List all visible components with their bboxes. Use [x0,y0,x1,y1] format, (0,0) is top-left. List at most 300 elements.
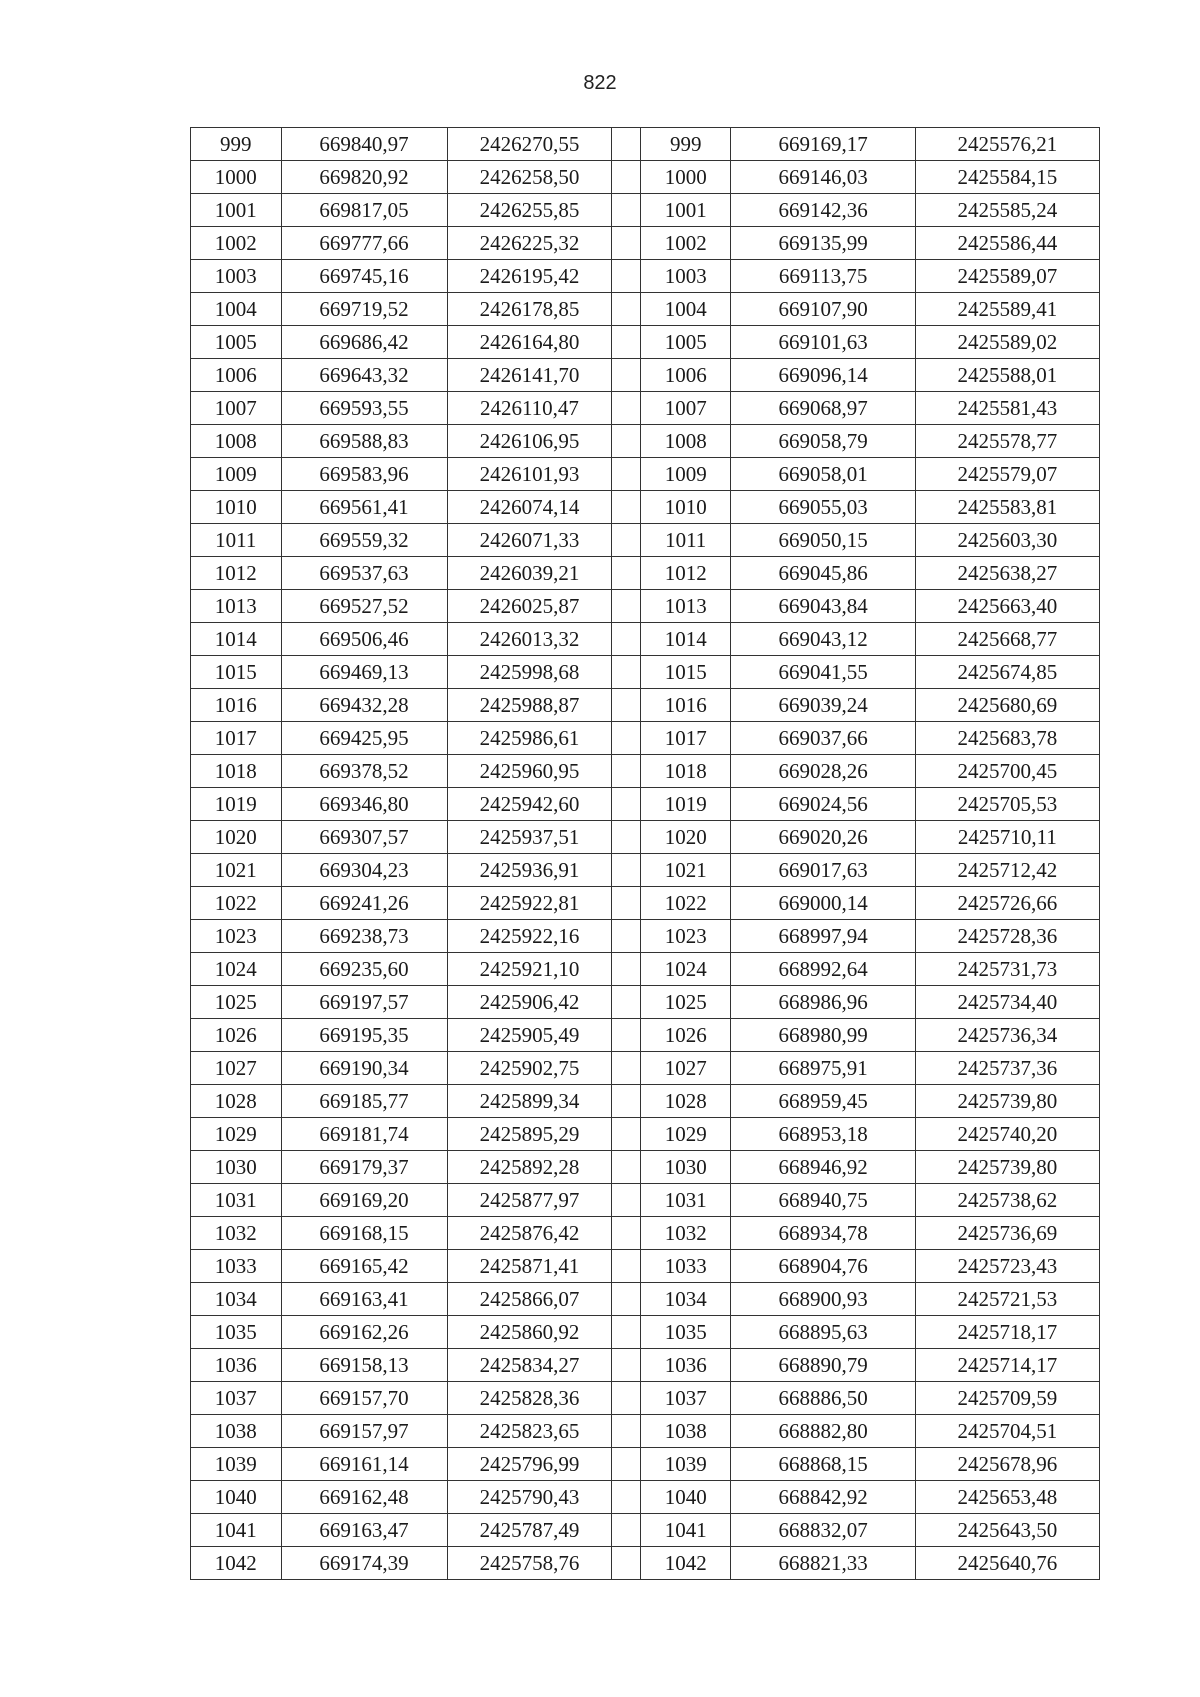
left-point-number-cell: 1008 [191,425,282,458]
right-point-number-cell: 1000 [640,161,731,194]
left-y-coordinate-cell: 2425902,75 [447,1052,612,1085]
right-x-coordinate-cell: 669043,84 [731,590,915,623]
separator-cell [612,194,641,227]
left-y-coordinate-cell: 2426025,87 [447,590,612,623]
right-x-coordinate-cell: 668895,63 [731,1316,915,1349]
table-row [191,1415,1100,1448]
table-row [191,689,1100,722]
right-x-coordinate-cell: 669043,12 [731,623,915,656]
left-y-coordinate-cell: 2426270,55 [447,128,612,161]
left-x-coordinate-cell: 669840,97 [281,128,447,161]
coordinates-table-body [191,128,1100,1580]
right-x-coordinate-cell: 669146,03 [731,161,915,194]
table-row [191,623,1100,656]
right-y-coordinate-cell: 2425638,27 [915,557,1099,590]
separator-cell [612,293,641,326]
left-point-number-cell: 1013 [191,590,282,623]
right-y-coordinate-cell: 2425643,50 [915,1514,1099,1547]
left-point-number-cell: 1016 [191,689,282,722]
left-y-coordinate-cell: 2426225,32 [447,227,612,260]
separator-cell [612,1052,641,1085]
left-point-number-cell: 1037 [191,1382,282,1415]
right-point-number-cell: 1030 [640,1151,731,1184]
right-x-coordinate-cell: 668997,94 [731,920,915,953]
right-y-coordinate-cell: 2425583,81 [915,491,1099,524]
left-y-coordinate-cell: 2425871,41 [447,1250,612,1283]
table-row [191,293,1100,326]
left-y-coordinate-cell: 2425922,81 [447,887,612,920]
left-y-coordinate-cell: 2425866,07 [447,1283,612,1316]
left-y-coordinate-cell: 2425787,49 [447,1514,612,1547]
left-x-coordinate-cell: 669593,55 [281,392,447,425]
left-point-number-cell: 1010 [191,491,282,524]
left-x-coordinate-cell: 669777,66 [281,227,447,260]
table-row [191,1316,1100,1349]
separator-cell [612,425,641,458]
separator-cell [612,623,641,656]
right-point-number-cell: 1033 [640,1250,731,1283]
left-x-coordinate-cell: 669195,35 [281,1019,447,1052]
right-y-coordinate-cell: 2425723,43 [915,1250,1099,1283]
left-x-coordinate-cell: 669163,41 [281,1283,447,1316]
separator-cell [612,755,641,788]
right-y-coordinate-cell: 2425739,80 [915,1151,1099,1184]
separator-cell [612,1481,641,1514]
table-row [191,392,1100,425]
left-x-coordinate-cell: 669817,05 [281,194,447,227]
right-y-coordinate-cell: 2425683,78 [915,722,1099,755]
right-y-coordinate-cell: 2425718,17 [915,1316,1099,1349]
left-x-coordinate-cell: 669561,41 [281,491,447,524]
right-point-number-cell: 1024 [640,953,731,986]
left-x-coordinate-cell: 669158,13 [281,1349,447,1382]
right-y-coordinate-cell: 2425721,53 [915,1283,1099,1316]
right-y-coordinate-cell: 2425603,30 [915,524,1099,557]
right-point-number-cell: 1013 [640,590,731,623]
left-point-number-cell: 1031 [191,1184,282,1217]
coordinates-table [190,127,1100,1580]
left-y-coordinate-cell: 2426178,85 [447,293,612,326]
left-point-number-cell: 1006 [191,359,282,392]
right-x-coordinate-cell: 669135,99 [731,227,915,260]
left-point-number-cell: 1042 [191,1547,282,1580]
table-row [191,1349,1100,1382]
left-y-coordinate-cell: 2426258,50 [447,161,612,194]
table-row [191,128,1100,161]
right-x-coordinate-cell: 668992,64 [731,953,915,986]
separator-cell [612,1316,641,1349]
separator-cell [612,491,641,524]
left-y-coordinate-cell: 2425895,29 [447,1118,612,1151]
right-y-coordinate-cell: 2425585,24 [915,194,1099,227]
separator-cell [612,1184,641,1217]
left-x-coordinate-cell: 669559,32 [281,524,447,557]
separator-cell [612,1283,641,1316]
left-x-coordinate-cell: 669165,42 [281,1250,447,1283]
right-point-number-cell: 1006 [640,359,731,392]
table-row [191,1547,1100,1580]
table-row [191,260,1100,293]
right-point-number-cell: 1034 [640,1283,731,1316]
table-row [191,920,1100,953]
left-point-number-cell: 1012 [191,557,282,590]
right-point-number-cell: 1009 [640,458,731,491]
right-y-coordinate-cell: 2425579,07 [915,458,1099,491]
right-x-coordinate-cell: 669142,36 [731,194,915,227]
table-row [191,1283,1100,1316]
left-y-coordinate-cell: 2426141,70 [447,359,612,392]
separator-cell [612,1448,641,1481]
right-x-coordinate-cell: 668940,75 [731,1184,915,1217]
right-point-number-cell: 1019 [640,788,731,821]
separator-cell [612,227,641,260]
left-point-number-cell: 1021 [191,854,282,887]
left-y-coordinate-cell: 2425796,99 [447,1448,612,1481]
separator-cell [612,887,641,920]
separator-cell [612,1514,641,1547]
left-y-coordinate-cell: 2425922,16 [447,920,612,953]
table-row [191,359,1100,392]
table-row [191,1217,1100,1250]
left-point-number-cell: 1002 [191,227,282,260]
separator-cell [612,1217,641,1250]
left-x-coordinate-cell: 669169,20 [281,1184,447,1217]
separator-cell [612,458,641,491]
left-y-coordinate-cell: 2425986,61 [447,722,612,755]
left-point-number-cell: 1035 [191,1316,282,1349]
table-row [191,788,1100,821]
right-x-coordinate-cell: 668980,99 [731,1019,915,1052]
table-row [191,491,1100,524]
separator-cell [612,1547,641,1580]
left-point-number-cell: 1033 [191,1250,282,1283]
separator-cell [612,392,641,425]
left-point-number-cell: 1039 [191,1448,282,1481]
left-x-coordinate-cell: 669181,74 [281,1118,447,1151]
separator-cell [612,920,641,953]
separator-cell [612,1085,641,1118]
table-row [191,1151,1100,1184]
right-x-coordinate-cell: 669050,15 [731,524,915,557]
right-y-coordinate-cell: 2425709,59 [915,1382,1099,1415]
right-y-coordinate-cell: 2425589,07 [915,260,1099,293]
right-point-number-cell: 1014 [640,623,731,656]
page-number: 822 [583,72,617,94]
right-y-coordinate-cell: 2425678,96 [915,1448,1099,1481]
separator-cell [612,557,641,590]
right-x-coordinate-cell: 668882,80 [731,1415,915,1448]
separator-cell [612,524,641,557]
right-x-coordinate-cell: 669028,26 [731,755,915,788]
left-point-number-cell: 1014 [191,623,282,656]
left-x-coordinate-cell: 669163,47 [281,1514,447,1547]
right-point-number-cell: 1027 [640,1052,731,1085]
right-y-coordinate-cell: 2425653,48 [915,1481,1099,1514]
left-y-coordinate-cell: 2425823,65 [447,1415,612,1448]
table-row [191,1448,1100,1481]
right-point-number-cell: 1005 [640,326,731,359]
left-point-number-cell: 1022 [191,887,282,920]
left-point-number-cell: 1001 [191,194,282,227]
left-y-coordinate-cell: 2426074,14 [447,491,612,524]
left-y-coordinate-cell: 2425877,97 [447,1184,612,1217]
table-row [191,1085,1100,1118]
right-x-coordinate-cell: 668959,45 [731,1085,915,1118]
separator-cell [612,326,641,359]
left-x-coordinate-cell: 669537,63 [281,557,447,590]
right-x-coordinate-cell: 668890,79 [731,1349,915,1382]
separator-cell [612,128,641,161]
left-point-number-cell: 1032 [191,1217,282,1250]
right-point-number-cell: 1032 [640,1217,731,1250]
right-y-coordinate-cell: 2425738,62 [915,1184,1099,1217]
separator-cell [612,986,641,1019]
right-x-coordinate-cell: 669037,66 [731,722,915,755]
left-point-number-cell: 1019 [191,788,282,821]
right-x-coordinate-cell: 668904,76 [731,1250,915,1283]
left-point-number-cell: 1026 [191,1019,282,1052]
separator-cell [612,161,641,194]
left-x-coordinate-cell: 669745,16 [281,260,447,293]
left-point-number-cell: 1020 [191,821,282,854]
right-y-coordinate-cell: 2425728,36 [915,920,1099,953]
left-x-coordinate-cell: 669686,42 [281,326,447,359]
left-x-coordinate-cell: 669719,52 [281,293,447,326]
left-point-number-cell: 1025 [191,986,282,1019]
left-x-coordinate-cell: 669238,73 [281,920,447,953]
left-point-number-cell: 1018 [191,755,282,788]
left-point-number-cell: 1028 [191,1085,282,1118]
right-x-coordinate-cell: 668886,50 [731,1382,915,1415]
right-point-number-cell: 1023 [640,920,731,953]
separator-cell [612,854,641,887]
right-y-coordinate-cell: 2425734,40 [915,986,1099,1019]
table-row [191,1052,1100,1085]
right-x-coordinate-cell: 669039,24 [731,689,915,722]
right-point-number-cell: 1018 [640,755,731,788]
right-point-number-cell: 1007 [640,392,731,425]
right-x-coordinate-cell: 668946,92 [731,1151,915,1184]
left-y-coordinate-cell: 2425998,68 [447,656,612,689]
left-x-coordinate-cell: 669197,57 [281,986,447,1019]
left-point-number-cell: 1029 [191,1118,282,1151]
right-y-coordinate-cell: 2425674,85 [915,656,1099,689]
right-x-coordinate-cell: 668868,15 [731,1448,915,1481]
right-point-number-cell: 1001 [640,194,731,227]
right-point-number-cell: 1022 [640,887,731,920]
left-y-coordinate-cell: 2425936,91 [447,854,612,887]
left-y-coordinate-cell: 2426110,47 [447,392,612,425]
left-x-coordinate-cell: 669185,77 [281,1085,447,1118]
left-y-coordinate-cell: 2426106,95 [447,425,612,458]
table-row [191,1250,1100,1283]
left-point-number-cell: 1007 [191,392,282,425]
left-y-coordinate-cell: 2426101,93 [447,458,612,491]
right-y-coordinate-cell: 2425731,73 [915,953,1099,986]
separator-cell [612,260,641,293]
left-x-coordinate-cell: 669425,95 [281,722,447,755]
table-row [191,821,1100,854]
table-row [191,722,1100,755]
left-x-coordinate-cell: 669583,96 [281,458,447,491]
table-row [191,425,1100,458]
left-point-number-cell: 1005 [191,326,282,359]
separator-cell [612,722,641,755]
left-point-number-cell: 999 [191,128,282,161]
right-point-number-cell: 1020 [640,821,731,854]
separator-cell [612,656,641,689]
left-x-coordinate-cell: 669179,37 [281,1151,447,1184]
right-point-number-cell: 1003 [640,260,731,293]
table-row [191,524,1100,557]
right-point-number-cell: 1039 [640,1448,731,1481]
left-y-coordinate-cell: 2426255,85 [447,194,612,227]
right-point-number-cell: 1041 [640,1514,731,1547]
right-y-coordinate-cell: 2425586,44 [915,227,1099,260]
left-y-coordinate-cell: 2425906,42 [447,986,612,1019]
right-point-number-cell: 1015 [640,656,731,689]
table-row [191,986,1100,1019]
left-y-coordinate-cell: 2425828,36 [447,1382,612,1415]
left-x-coordinate-cell: 669643,32 [281,359,447,392]
table-row [191,656,1100,689]
table-row [191,755,1100,788]
right-y-coordinate-cell: 2425680,69 [915,689,1099,722]
left-point-number-cell: 1009 [191,458,282,491]
left-y-coordinate-cell: 2425942,60 [447,788,612,821]
right-x-coordinate-cell: 669017,63 [731,854,915,887]
right-x-coordinate-cell: 669055,03 [731,491,915,524]
right-x-coordinate-cell: 669096,14 [731,359,915,392]
right-y-coordinate-cell: 2425726,66 [915,887,1099,920]
right-y-coordinate-cell: 2425588,01 [915,359,1099,392]
right-y-coordinate-cell: 2425589,02 [915,326,1099,359]
right-x-coordinate-cell: 669000,14 [731,887,915,920]
left-x-coordinate-cell: 669506,46 [281,623,447,656]
left-x-coordinate-cell: 669527,52 [281,590,447,623]
left-x-coordinate-cell: 669162,26 [281,1316,447,1349]
separator-cell [612,689,641,722]
left-point-number-cell: 1038 [191,1415,282,1448]
left-point-number-cell: 1036 [191,1349,282,1382]
right-x-coordinate-cell: 668832,07 [731,1514,915,1547]
left-y-coordinate-cell: 2425892,28 [447,1151,612,1184]
table-row [191,590,1100,623]
left-y-coordinate-cell: 2425860,92 [447,1316,612,1349]
right-x-coordinate-cell: 669045,86 [731,557,915,590]
left-y-coordinate-cell: 2425834,27 [447,1349,612,1382]
left-y-coordinate-cell: 2425876,42 [447,1217,612,1250]
left-y-coordinate-cell: 2426039,21 [447,557,612,590]
table-row [191,1019,1100,1052]
left-x-coordinate-cell: 669241,26 [281,887,447,920]
left-x-coordinate-cell: 669820,92 [281,161,447,194]
left-x-coordinate-cell: 669588,83 [281,425,447,458]
left-y-coordinate-cell: 2425960,95 [447,755,612,788]
separator-cell [612,1250,641,1283]
table-row [191,194,1100,227]
right-y-coordinate-cell: 2425640,76 [915,1547,1099,1580]
left-y-coordinate-cell: 2426071,33 [447,524,612,557]
separator-cell [612,1349,641,1382]
right-x-coordinate-cell: 668975,91 [731,1052,915,1085]
right-y-coordinate-cell: 2425740,20 [915,1118,1099,1151]
right-x-coordinate-cell: 668986,96 [731,986,915,1019]
right-point-number-cell: 1040 [640,1481,731,1514]
left-x-coordinate-cell: 669162,48 [281,1481,447,1514]
left-point-number-cell: 1023 [191,920,282,953]
right-y-coordinate-cell: 2425714,17 [915,1349,1099,1382]
left-x-coordinate-cell: 669304,23 [281,854,447,887]
table-row [191,1382,1100,1415]
table-row [191,161,1100,194]
right-y-coordinate-cell: 2425668,77 [915,623,1099,656]
left-point-number-cell: 1000 [191,161,282,194]
table-row [191,458,1100,491]
left-y-coordinate-cell: 2426195,42 [447,260,612,293]
left-x-coordinate-cell: 669346,80 [281,788,447,821]
right-point-number-cell: 1029 [640,1118,731,1151]
right-point-number-cell: 1036 [640,1349,731,1382]
right-x-coordinate-cell: 669101,63 [731,326,915,359]
right-point-number-cell: 1037 [640,1382,731,1415]
right-y-coordinate-cell: 2425712,42 [915,854,1099,887]
right-point-number-cell: 1031 [640,1184,731,1217]
right-point-number-cell: 999 [640,128,731,161]
separator-cell [612,1019,641,1052]
right-point-number-cell: 1010 [640,491,731,524]
right-x-coordinate-cell: 668900,93 [731,1283,915,1316]
left-x-coordinate-cell: 669174,39 [281,1547,447,1580]
left-y-coordinate-cell: 2425905,49 [447,1019,612,1052]
right-x-coordinate-cell: 669058,01 [731,458,915,491]
right-y-coordinate-cell: 2425581,43 [915,392,1099,425]
left-y-coordinate-cell: 2426013,32 [447,623,612,656]
table-row [191,557,1100,590]
right-x-coordinate-cell: 668953,18 [731,1118,915,1151]
left-point-number-cell: 1015 [191,656,282,689]
right-point-number-cell: 1042 [640,1547,731,1580]
right-y-coordinate-cell: 2425710,11 [915,821,1099,854]
left-point-number-cell: 1003 [191,260,282,293]
table-row [191,1514,1100,1547]
separator-cell [612,953,641,986]
table-row [191,1184,1100,1217]
right-point-number-cell: 1017 [640,722,731,755]
left-x-coordinate-cell: 669469,13 [281,656,447,689]
right-x-coordinate-cell: 668821,33 [731,1547,915,1580]
left-point-number-cell: 1034 [191,1283,282,1316]
left-y-coordinate-cell: 2425921,10 [447,953,612,986]
right-point-number-cell: 1028 [640,1085,731,1118]
left-point-number-cell: 1041 [191,1514,282,1547]
right-y-coordinate-cell: 2425705,53 [915,788,1099,821]
table-row [191,227,1100,260]
right-point-number-cell: 1038 [640,1415,731,1448]
separator-cell [612,1382,641,1415]
left-point-number-cell: 1030 [191,1151,282,1184]
right-y-coordinate-cell: 2425737,36 [915,1052,1099,1085]
right-point-number-cell: 1004 [640,293,731,326]
right-y-coordinate-cell: 2425739,80 [915,1085,1099,1118]
left-y-coordinate-cell: 2425899,34 [447,1085,612,1118]
left-point-number-cell: 1017 [191,722,282,755]
right-point-number-cell: 1002 [640,227,731,260]
left-x-coordinate-cell: 669157,70 [281,1382,447,1415]
left-point-number-cell: 1040 [191,1481,282,1514]
right-x-coordinate-cell: 669169,17 [731,128,915,161]
right-point-number-cell: 1026 [640,1019,731,1052]
